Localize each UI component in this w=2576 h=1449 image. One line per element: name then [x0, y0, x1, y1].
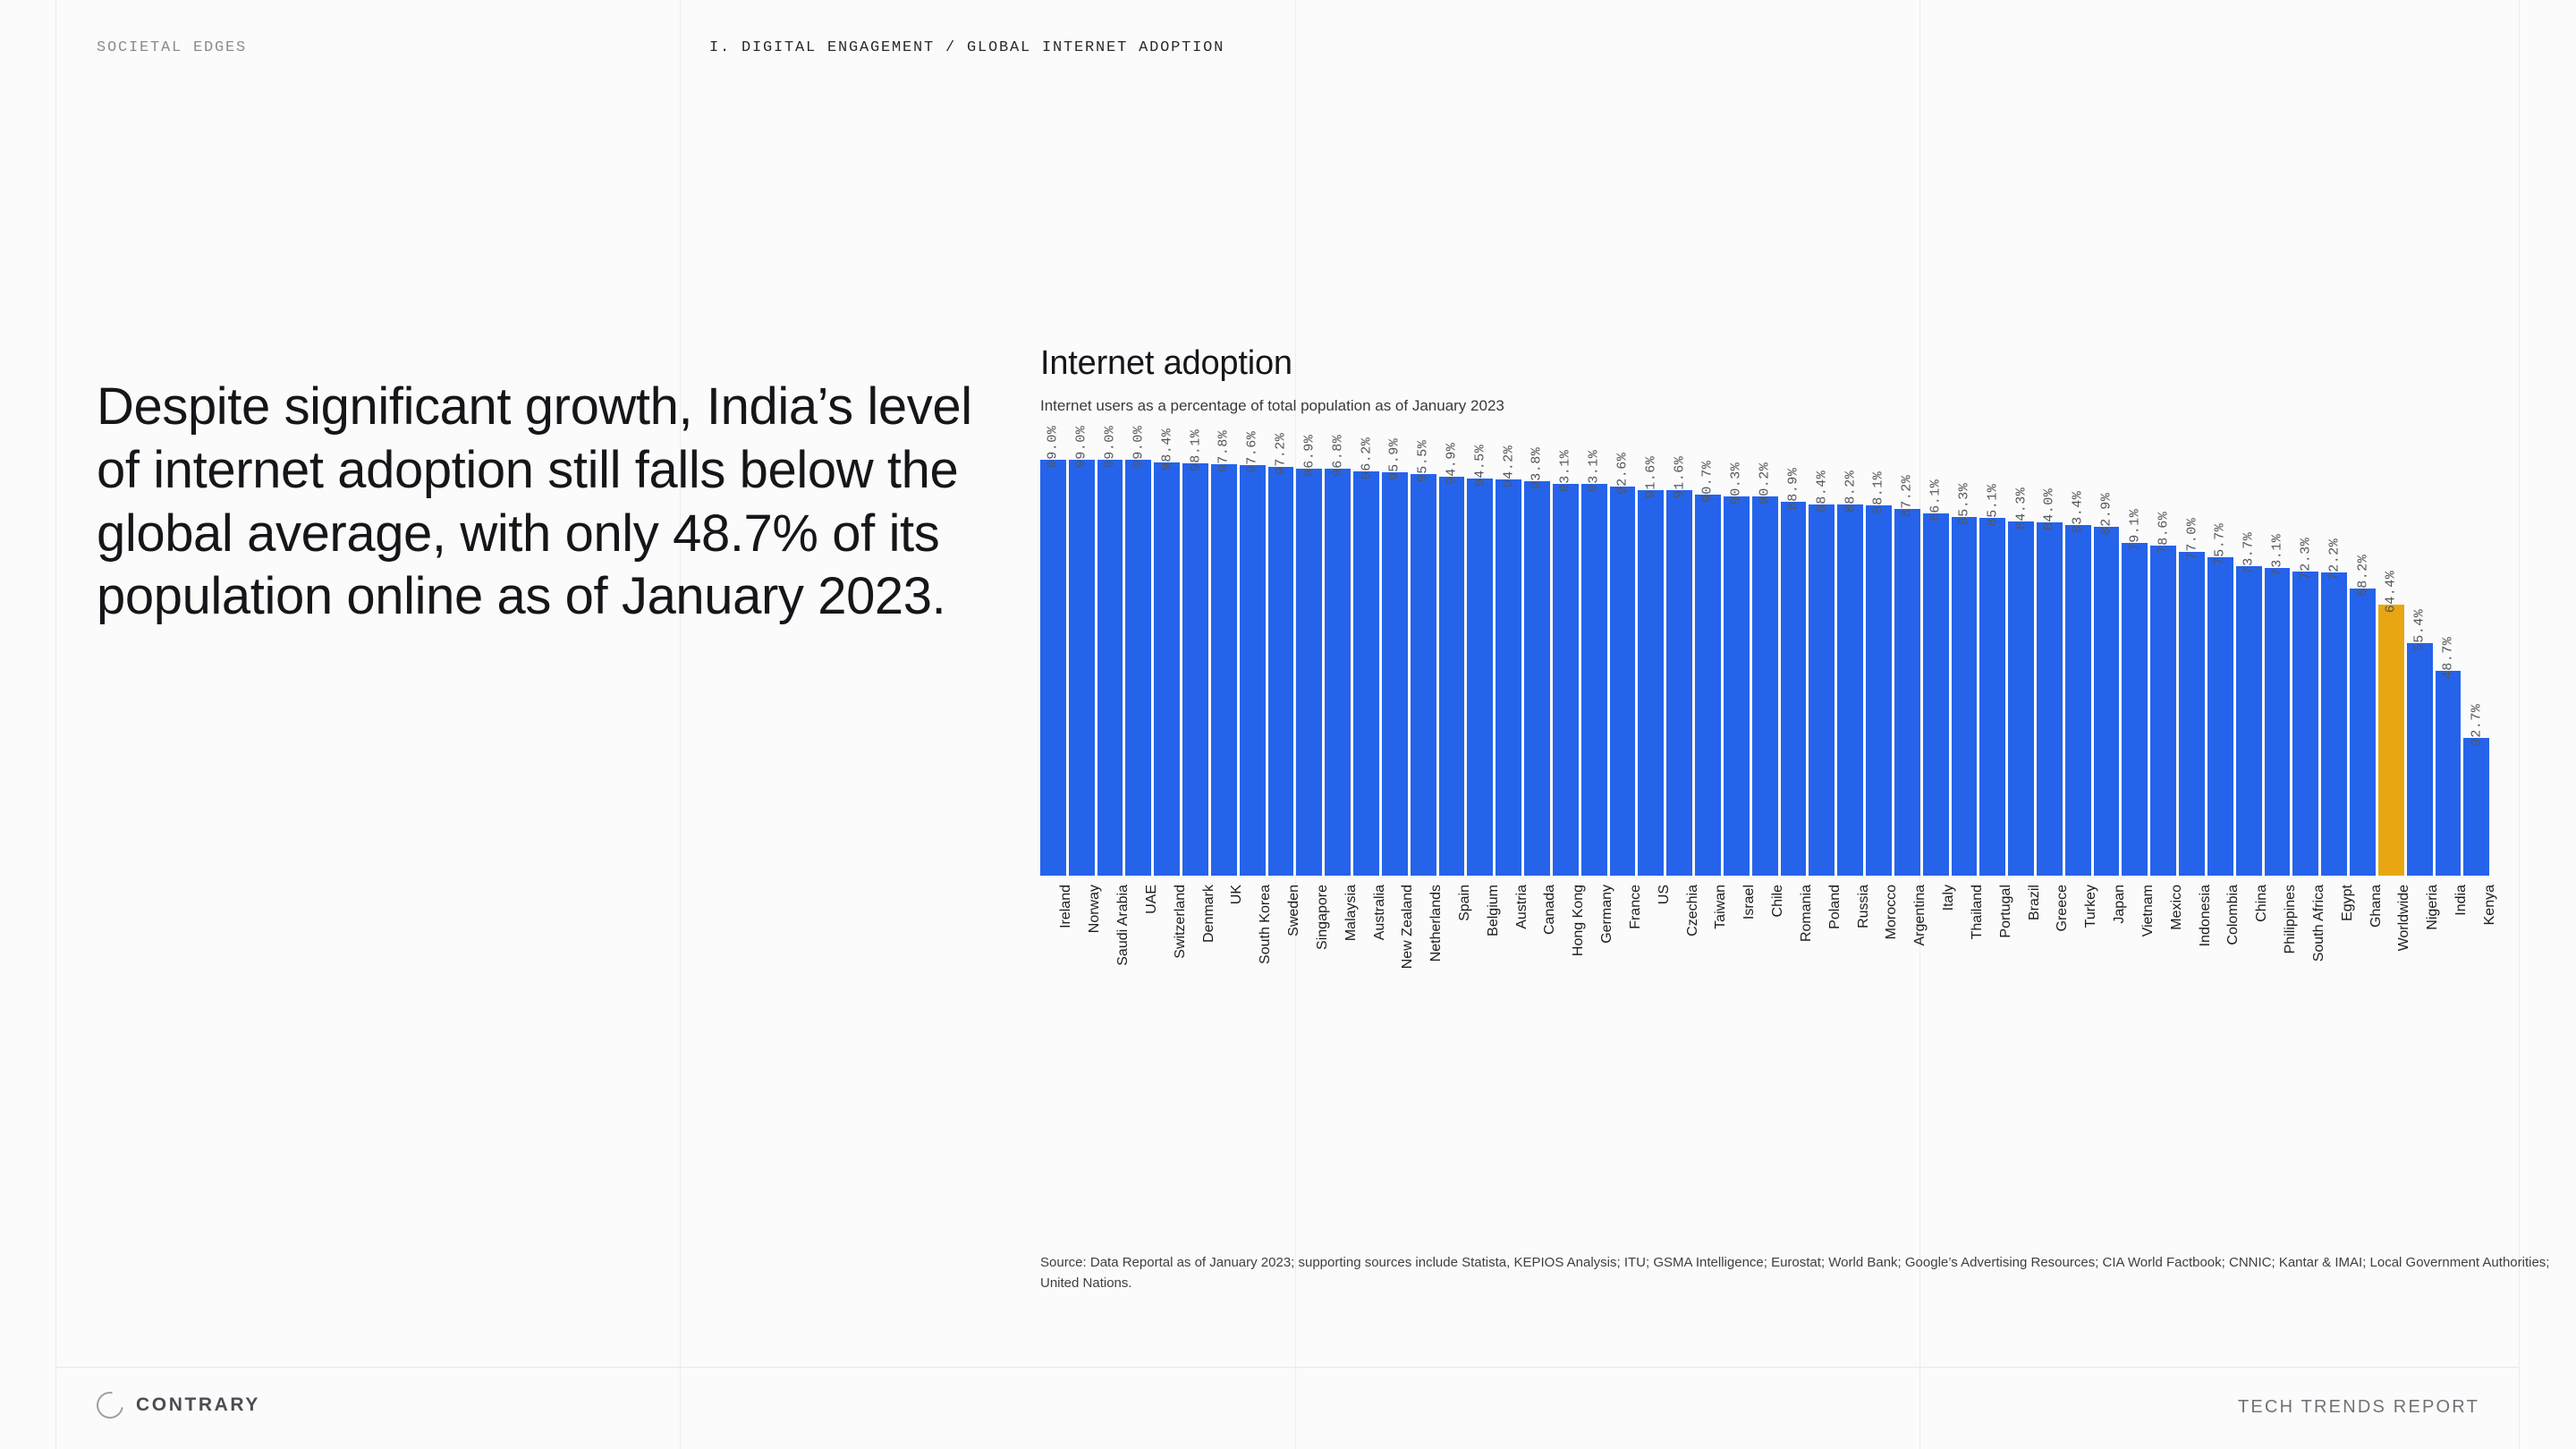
x-tick — [1553, 885, 1587, 1028]
bar — [1524, 481, 1550, 876]
x-tick-label: Worldwide — [2396, 885, 2412, 952]
bar — [1040, 460, 1066, 876]
bar-value-label: 72.2% — [2326, 538, 2343, 581]
bar-column — [2150, 455, 2176, 876]
bar-column — [1069, 425, 1095, 876]
x-tick — [2179, 885, 2213, 1028]
bar-column — [2236, 455, 2262, 876]
bar-value-label: 93.1% — [1557, 449, 1573, 493]
guide-line — [2519, 0, 2520, 1449]
bar — [2094, 527, 2120, 876]
bar-column — [1411, 439, 1436, 876]
bar-value-label: 75.7% — [2212, 522, 2228, 566]
bar-column — [1296, 434, 1322, 876]
bar-column — [1809, 455, 1835, 876]
bar-value-label: 82.9% — [2098, 492, 2114, 536]
bar — [2008, 521, 2034, 876]
bar-column — [2122, 455, 2148, 876]
x-tick — [1496, 885, 1530, 1028]
x-tick-label: Turkey — [2083, 885, 2099, 928]
bar — [1240, 465, 1266, 876]
x-tick-label: Chile — [1770, 885, 1786, 918]
x-tick — [1923, 885, 1957, 1028]
bar-column — [2065, 455, 2091, 876]
bar-value-label: 90.2% — [1757, 462, 1773, 505]
bar-value-label: 77.0% — [2184, 517, 2200, 561]
x-tick — [1952, 885, 1985, 1028]
bar — [2179, 552, 2205, 876]
x-tick — [1182, 885, 1216, 1028]
bar-column — [2350, 455, 2376, 876]
bar-column — [1979, 455, 2005, 876]
x-tick-label: UK — [1229, 885, 1245, 905]
x-tick — [1411, 885, 1445, 1028]
bar-value-label: 88.2% — [1843, 470, 1859, 513]
x-tick-label: Romania — [1798, 885, 1814, 943]
contrary-mark-icon — [91, 1386, 129, 1424]
bar — [1866, 505, 1892, 876]
bar-value-label: 97.2% — [1273, 432, 1289, 476]
bar-column — [1894, 455, 1920, 876]
bar-value-label: 93.1% — [1586, 449, 1602, 493]
bar — [1923, 513, 1949, 876]
bar-value-label: 88.9% — [1785, 467, 1801, 511]
bar-value-label: 79.1% — [2127, 508, 2143, 552]
bar — [2321, 572, 2347, 876]
bar — [1553, 484, 1579, 876]
x-tick — [1781, 885, 1814, 1028]
bar-column — [2179, 455, 2205, 876]
bar — [2122, 543, 2148, 876]
bar-value-label: 48.7% — [2440, 636, 2456, 680]
x-tick-label: Sweden — [1286, 885, 1302, 936]
bar — [1154, 462, 1180, 876]
x-tick — [2150, 885, 2184, 1028]
bar-column — [1695, 455, 1721, 876]
brand-wordmark: CONTRARY — [136, 1394, 261, 1415]
x-tick-label: Germany — [1599, 885, 1615, 944]
chart-title: Internet adoption — [1040, 344, 1292, 382]
x-tick — [2265, 885, 2299, 1028]
bar-value-label: 73.7% — [2241, 531, 2257, 575]
x-tick — [1097, 885, 1131, 1028]
bar-value-label: 97.6% — [1244, 430, 1260, 474]
x-tick — [1724, 885, 1758, 1028]
bar-column — [1467, 444, 1493, 876]
bar — [1467, 479, 1493, 876]
bar-value-label: 68.2% — [2355, 554, 2370, 597]
x-tick — [2065, 885, 2099, 1028]
bar — [1353, 471, 1379, 876]
x-tick-label: France — [1627, 885, 1643, 929]
x-tick-label: Thailand — [1969, 885, 1985, 940]
x-axis-labels — [1040, 885, 2497, 1028]
x-tick-label: South Africa — [2310, 885, 2326, 962]
bar — [2292, 572, 2318, 876]
x-tick-label: Brazil — [2026, 885, 2042, 921]
bar-column — [1040, 425, 1066, 876]
bar-value-label: 98.4% — [1159, 428, 1175, 471]
chart-plot-area — [1040, 425, 2489, 876]
x-tick-label: Czechia — [1684, 885, 1700, 936]
x-tick-label: Ghana — [2368, 885, 2384, 928]
bar-value-label: 94.9% — [1444, 442, 1460, 486]
bar — [2265, 568, 2291, 876]
x-tick-label: Canada — [1542, 885, 1558, 936]
x-tick-label: Portugal — [1997, 885, 2013, 938]
bar — [1382, 472, 1408, 876]
bar-column — [1581, 449, 1607, 876]
section-eyebrow-left: SOCIETAL EDGES — [97, 39, 248, 56]
x-tick — [2236, 885, 2270, 1028]
x-tick — [1666, 885, 1700, 1028]
bar — [2350, 589, 2376, 876]
x-tick — [1837, 885, 1871, 1028]
x-tick-label: Argentina — [1912, 885, 1928, 946]
x-tick — [2407, 885, 2441, 1028]
x-tick-label: Denmark — [1200, 885, 1216, 943]
bar — [1211, 464, 1237, 876]
bar-value-label: 99.0% — [1131, 425, 1147, 469]
x-tick-label: Belgium — [1485, 885, 1501, 936]
bar-column — [2407, 455, 2433, 876]
x-tick-label: Switzerland — [1172, 885, 1188, 959]
bar-column — [1125, 425, 1151, 876]
x-tick-label: Japan — [2112, 885, 2128, 924]
x-tick — [2463, 885, 2497, 1028]
bar-column — [1382, 437, 1408, 876]
bar-value-label: 96.2% — [1359, 436, 1375, 480]
bar-column — [1154, 428, 1180, 876]
bar — [1781, 502, 1807, 876]
x-tick-label: Malaysia — [1343, 885, 1359, 942]
bar-column — [1182, 428, 1208, 876]
x-tick — [1296, 885, 1330, 1028]
bar — [1695, 495, 1721, 876]
x-tick — [1353, 885, 1387, 1028]
bar — [2407, 643, 2433, 876]
x-tick — [2436, 885, 2469, 1028]
bar-column — [1724, 455, 1750, 876]
bar — [1268, 467, 1294, 876]
x-tick-label: Spain — [1457, 885, 1472, 921]
x-tick-label: Morocco — [1884, 885, 1900, 940]
bar-value-label: 84.0% — [2041, 487, 2057, 531]
x-tick — [1638, 885, 1672, 1028]
x-tick-label: Norway — [1087, 885, 1103, 934]
x-tick-label: Indonesia — [2197, 885, 2213, 947]
x-tick — [1695, 885, 1729, 1028]
bar-column — [1240, 430, 1266, 876]
x-tick-label: Russia — [1855, 885, 1871, 928]
bar-value-label: 84.3% — [2013, 487, 2029, 530]
x-tick — [1979, 885, 2013, 1028]
x-tick — [2122, 885, 2156, 1028]
bar-column — [2378, 455, 2404, 876]
bar-column — [2321, 455, 2347, 876]
bar — [1581, 484, 1607, 876]
bar — [1724, 496, 1750, 876]
x-tick — [2094, 885, 2128, 1028]
bar-value-label: 86.1% — [1928, 479, 1944, 522]
footer-report-label: TECH TRENDS REPORT — [2237, 1397, 2479, 1417]
chart-subtitle: Internet users as a percentage of total population as of January 2023 — [1040, 397, 1504, 414]
page-title: Despite significant growth, India’s level of internet adoption still falls below the global average, with only 48.7% of its population online as of January 2023. — [97, 377, 972, 626]
x-tick-label: India — [2453, 885, 2469, 916]
x-tick-label: US — [1656, 885, 1672, 905]
bar-column — [1666, 455, 1692, 876]
bar-value-label: 97.8% — [1216, 429, 1232, 473]
brand-logo — [97, 1392, 260, 1419]
bar — [1097, 460, 1123, 876]
bar — [1496, 479, 1521, 876]
bar — [2236, 566, 2262, 876]
bar-value-label: 95.9% — [1386, 437, 1402, 481]
bar-value-label: 88.1% — [1870, 470, 1886, 514]
slide-header — [0, 39, 2576, 66]
x-tick-label: Kenya — [2481, 885, 2497, 926]
bar-series — [1040, 425, 2489, 876]
bar-column — [1211, 429, 1237, 876]
bar — [2207, 557, 2233, 876]
bar-column — [1325, 434, 1351, 876]
bar-value-label: 55.4% — [2411, 608, 2428, 652]
x-tick-label: Hong Kong — [1571, 885, 1587, 957]
x-tick — [1325, 885, 1359, 1028]
bar — [1952, 517, 1978, 876]
bar — [1325, 469, 1351, 876]
bar — [1610, 487, 1636, 876]
chart-source-note: Source: Data Reportal as of January 2023; supporting sources include Statista, KEPIOS Analysis; ITU; GSMA Intelligence; Eurostat; World Bank; Google’s Advertising Resources; CIA World Factbook; CNNIC; Kantar & IMAI; Local Government Authorities; United Nations. — [1040, 1255, 2550, 1292]
bar — [1979, 518, 2005, 876]
x-tick — [1439, 885, 1472, 1028]
x-tick-label: Saudi Arabia — [1115, 885, 1131, 966]
bar-value-label: 98.1% — [1188, 428, 1204, 472]
bar-value-label: 92.6% — [1614, 452, 1631, 496]
bar-column — [1610, 452, 1636, 876]
x-tick-label: Poland — [1826, 885, 1843, 929]
x-tick — [2037, 885, 2071, 1028]
x-tick-label: Singapore — [1314, 885, 1330, 950]
x-tick-label: Egypt — [2339, 885, 2355, 921]
x-tick — [1752, 885, 1786, 1028]
x-tick — [1040, 885, 1074, 1028]
bar-value-label: 73.1% — [2269, 533, 2285, 577]
bar — [2150, 546, 2176, 876]
bar-value-label: 88.4% — [1814, 470, 1830, 513]
x-tick — [1866, 885, 1900, 1028]
x-tick — [1894, 885, 1928, 1028]
bar-value-label: 94.2% — [1501, 445, 1517, 488]
bar-value-label: 96.9% — [1301, 434, 1318, 478]
x-tick-label: Taiwan — [1713, 885, 1729, 929]
bar-value-label: 32.7% — [2469, 703, 2485, 747]
bar-column — [1524, 446, 1550, 876]
bar — [1125, 460, 1151, 876]
bar-column — [1097, 425, 1123, 876]
x-tick-label: Australia — [1371, 885, 1387, 941]
bar-value-label: 83.4% — [2070, 490, 2086, 534]
bar-value-label: 78.6% — [2156, 511, 2172, 555]
bar — [1809, 504, 1835, 876]
bar-value-label: 87.2% — [1899, 474, 1915, 518]
bar-column — [2265, 455, 2291, 876]
bar — [2065, 525, 2091, 876]
bar-column — [2463, 455, 2489, 876]
bar — [1837, 504, 1863, 876]
bar — [1182, 463, 1208, 876]
bar-column — [2008, 455, 2034, 876]
x-tick-label: Philippines — [2283, 885, 2299, 954]
bar-column — [1952, 455, 1978, 876]
x-tick-label: China — [2254, 885, 2270, 922]
bar — [1752, 496, 1778, 876]
x-tick-label: Greece — [2055, 885, 2071, 932]
bar-value-label: 91.6% — [1672, 455, 1688, 499]
chart-panel — [1040, 344, 2497, 1028]
x-tick-label: Nigeria — [2425, 885, 2441, 930]
x-tick — [1467, 885, 1501, 1028]
bar-column — [1496, 445, 1521, 876]
bar-column — [1553, 449, 1579, 876]
bar-column — [2292, 455, 2318, 876]
bar-column — [1439, 442, 1465, 876]
bar — [2037, 522, 2063, 876]
x-tick — [2321, 885, 2355, 1028]
x-tick — [1524, 885, 1558, 1028]
x-tick — [2207, 885, 2241, 1028]
bar-column — [1638, 455, 1664, 876]
x-tick-label: Vietnam — [2140, 885, 2156, 937]
x-tick — [1069, 885, 1103, 1028]
bar-column — [1752, 455, 1778, 876]
guide-line — [680, 0, 681, 1449]
x-tick-label: Italy — [1941, 885, 1957, 911]
section-eyebrow-center: I. DIGITAL ENGAGEMENT / GLOBAL INTERNET ADOPTION — [709, 39, 1225, 56]
guide-line — [55, 0, 56, 1449]
bar-value-label: 90.7% — [1699, 460, 1716, 504]
bar — [1439, 477, 1465, 876]
bar-value-label: 95.5% — [1415, 439, 1431, 483]
bar-column — [1781, 455, 1807, 876]
bar-value-label: 91.6% — [1643, 455, 1659, 499]
x-tick-label: UAE — [1143, 885, 1159, 914]
x-tick — [1211, 885, 1245, 1028]
bar-value-label: 90.3% — [1728, 462, 1744, 505]
x-tick — [2292, 885, 2326, 1028]
bar — [2436, 671, 2462, 876]
bar-column — [2207, 455, 2233, 876]
bar-value-label: 96.8% — [1330, 434, 1346, 478]
bar — [1638, 490, 1664, 876]
x-tick-label: Israel — [1741, 885, 1758, 920]
bar — [1894, 509, 1920, 876]
bar-value-label: 85.3% — [1956, 482, 1972, 526]
bar-column — [2037, 455, 2063, 876]
x-tick — [1154, 885, 1188, 1028]
x-tick — [1382, 885, 1416, 1028]
x-tick-label: South Korea — [1258, 885, 1274, 964]
bar-value-label: 72.3% — [2298, 537, 2314, 580]
bar-value-label: 99.0% — [1073, 425, 1089, 469]
bar — [1666, 490, 1692, 876]
bar-column — [2094, 455, 2120, 876]
bar — [1296, 469, 1322, 876]
x-tick-label: Austria — [1513, 885, 1530, 929]
x-tick — [2350, 885, 2384, 1028]
x-tick — [1610, 885, 1643, 1028]
x-tick — [1268, 885, 1302, 1028]
x-tick-label: New Zealand — [1400, 885, 1416, 970]
bar-value-label: 64.4% — [2383, 570, 2399, 614]
bar — [1411, 474, 1436, 876]
bar-value-label: 99.0% — [1102, 425, 1118, 469]
x-tick — [2378, 885, 2412, 1028]
bar-column — [1837, 455, 1863, 876]
bar-column — [1268, 432, 1294, 876]
x-tick-label: Mexico — [2168, 885, 2184, 930]
bar-value-label: 94.5% — [1472, 444, 1488, 487]
bar-column — [1866, 455, 1892, 876]
bar-value-label: 99.0% — [1045, 425, 1061, 469]
bar — [2378, 605, 2404, 876]
x-tick-label: Netherlands — [1428, 885, 1445, 962]
bar-column — [1353, 436, 1379, 876]
x-tick-label: Ireland — [1058, 885, 1074, 928]
x-tick — [1581, 885, 1615, 1028]
x-tick — [1240, 885, 1274, 1028]
x-tick-label: Colombia — [2225, 885, 2241, 945]
footer-divider — [55, 1367, 2519, 1368]
bar-value-label: 93.8% — [1529, 446, 1545, 490]
bar-value-label: 85.1% — [1985, 483, 2001, 527]
bar — [1069, 460, 1095, 876]
bar-column — [1923, 455, 1949, 876]
x-tick — [2008, 885, 2042, 1028]
x-tick — [1809, 885, 1843, 1028]
x-tick — [1125, 885, 1159, 1028]
bar — [2463, 738, 2489, 876]
bar-column — [2436, 455, 2462, 876]
